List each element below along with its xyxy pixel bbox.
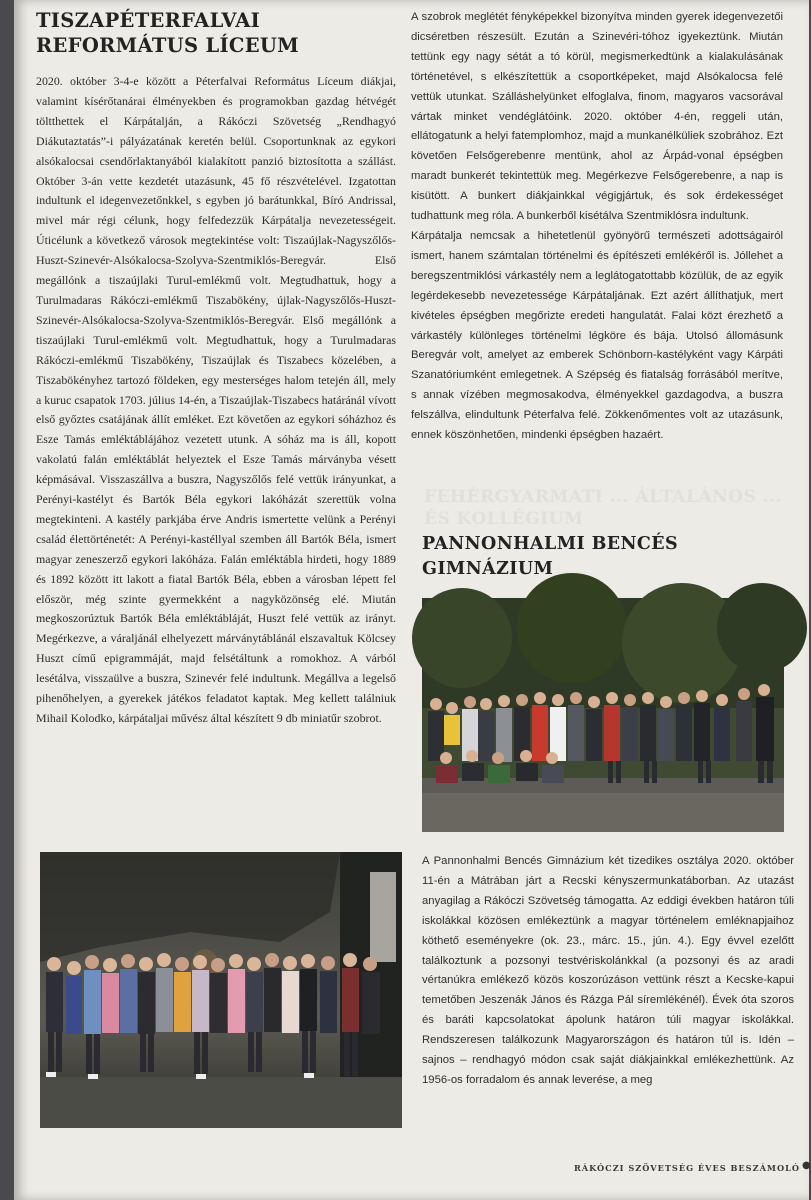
- second-article-wrapper: [422, 852, 794, 1091]
- group-photo-park-image: [422, 598, 784, 832]
- right-column: [411, 8, 783, 446]
- magazine-page: [14, 0, 809, 1200]
- page-number-mark: ●: [802, 1160, 811, 1171]
- article-paragraph-pannonhalma: A Pannonhalmi Bencés Gimnázium két tizedikes osztálya 2020. október 11-én a Mátrában járt a Recski kényszermunkatáborban. Az utazást anyagilag a Rákóczi Szövetség támogatta. Az eddigi években határon túli iskolákkal közösen emlékeztünk a magyar történelem emléknapjaihoz köthető eseményekre (ok. 23., márc. 15., jún. 4.). Egy évvel ezelőtt találkoztunk a pozsonyi testvériskolánkkal (a pozsonyi és az aradi vértanúkra emlékező közös koszorúzáson vettünk részt a Kecske-kapui temetőben Jeszenák János és Rázga Pál síremlékénél). Évek óta szoros és baráti kapcsolatokat ápolunk határon túli magyar iskolákkal. Rendszeresen találkozunk Magyarországon és határon túl is. Idén – sajnos – rendhagyó módon csak saját diákjainkkal emlékezhettünk. Az 1956-os forradalom és annak leverése, a meg: [422, 855, 794, 1086]
- show-through-text: FEHÉRGYARMATI ... ÁLTALÁNOS ... ÉS KOLLÉGIUM: [424, 487, 782, 529]
- running-footer: RÁKÓCZI SZÖVETSÉG ÉVES BESZÁMOLÓ: [574, 1163, 801, 1173]
- article-paragraph: Kárpátalja nemcsak a hihetetlenül gyönyörű természeti adottságairól ismert, hanem számtalan történelmi és építészeti emlékéről is. Jóllehet a beregszentmiklósi várkastély nem a leglátogatottabb közülük, de az egyik legérdekesebb nevezetessége Kárpátaljának. Ezt azért állíthatjuk, mert kivételes épségben megőrizte eredeti hangulatát. Falai közt érezhető a várkastély különleges történelmi légköre és bája. Utolsó állomásunk Beregvár volt, amelyet az emberek Schönborn-kastélyként vagy Kárpáti Szanatóriumként emlegetnek. A Szépség és fiatalság forrásából merítve, s annak vízében megmosakodva, élményekkel gazdagodva, a buszra felszállva, elindultunk Péterfalva felé. Zökkenőmentes volt az utazásunk, ennek köszönhetően, mindenki épségben hazaért.: [411, 229, 783, 442]
- section-heading-pannonhalma: PANNONHALMI BENCÉS GIMNÁZIUM: [422, 534, 678, 579]
- group-photo-park: [422, 598, 784, 832]
- article-paragraph: 2020. október 3-4-e között a Péterfalvai Református Líceum diákjai, valamint kísérőtanárai élményekben és programokban gazdag hétvégét töltthettek el Kárpátalján, a Rákóczi Szövetség „Rendhagyó Diákutaztatás”-i pályázatának keretén belül. Csoportunknak az egykori alsókalocsai csendőrlaktanyából kialakított panzió biztosította a szállást. Október 3-án vette kezdetét utazásunk, 45 fő részvételével. Izgatottan indultunk el idegenvezetőnkkel, s egyben jó barátunkkal, Bíró Andrissal, mivel már régi célunk, hogy felfedezzük Kárpátalja nevezetességeit. Úticélunk a következő városok megtekintése volt: Tiszaújlak-Nagyszőlős-Huszt-Szinevér-Alsókalocsa-Szolyva-Szentmiklós-Beregvár. Első megállónk a tiszaújlaki Turul-emlékmű volt. Megtudhattuk, hogy a Turulmadaras Rákóczi-emlékmű Tiszabökény, újlak-Nagyszőlős-Huszt-Szinevér-Alsókalocsa-Szolyva-Szentmiklós-Beregvár. Első megállónk a tiszaújlaki Turul-emlékmű volt. Megtudhattuk, hogy a Turulmadaras Rákóczi-emlékmű Tiszabökény, Tiszaújlak és Tiszabecs közelében, a Tiszabökényhez tartozó földeken, egy mesterséges halom tetején áll, mely a kuruc csapatok 1703. július 14-én, a Tiszaújlak-Tiszabecs határánál vívott első győztes csatájának állít emléket. Ezt követően az egykori sóházhoz és Esze Tamás emléktáblájához vezetett utunk. A sóház ma is áll, kopott vakolatú falán emléktáblát helyeztek el Esze Tamás márványba vésett képmásával. Visszaszállva a buszra, Nagyszőlős felé vettük irányunkat, a Perényi-kastélyt és Bartók Béla egykori lakóházát szerettük volna megtekinteni. A kastély parkjába érve Andris ismertette velünk a Perényi család élettörténetét: A Perényi-kastéllyal szemben áll Bartók Béla, ismert magyar zeneszerző egykori lakóháza. Falán emléktábla hirdeti, hogy 1889 és 1892 között itt lakott a fiatal Bartók Béla, ebben a városban lépett fel először, még szinte gyermekként a nagyközönség elé. Miután megkoszorúztuk Bartók Béla emléktábláját, Huszt felé vettük az irányt. Megérkezve, a váraljánál elhelyezett márványtáblánál elszavaltuk Kölcsey Huszt című epigrammáját, majd felsétáltunk a romokhoz. A várból lesétálva, visszaülve a buszra, Szinevér felé indultunk. Megállva a legelső pihenőhelyen, a gyerekek játékos feladatot kaptak. Meg kellett találniuk Mihail Kolodko, kárpátaljai művész által készített 9 db miniatűr szobrot.: [36, 74, 396, 725]
- group-photo-lake: [40, 852, 402, 1128]
- left-column: [36, 8, 396, 729]
- article-paragraph: A szobrok meglétét fényképekkel bizonyítva minden gyerek idegenvezetői dicséretben részesült. Ezután a Szinevéri-tóhoz igyekeztünk. Miután tettünk egy nagy sétát a tó körül, megismerkedtünk a kialakulásának történetével, s elkészítettük a csoportképeket, majd Alsókalocsa felé vettük utunkat. Szálláshelyünket elfoglalva, finom, magyaros vacsorával vártak minket vendéglátóink. 2020. október 4-én, reggeli után, ellátogatunk a helyi fatemplomhoz, majd a munkanélküliek szobrához. Ezt követően Felsőgerebenre mentünk, ahol az Árpád-vonal épségben maradt bunkerét tekintettük meg. Megérkezve Felsőgerebenre, a nap is kisütött. A bunkert diákjainkkal végigjártuk, és sok érdekességet tudhattunk meg róla. A bunkerből kisétálva Szentmiklósra indultunk.: [411, 11, 783, 223]
- section-heading-tiszapeterfalva: TISZAPÉTERFALVAI REFORMÁTUS LÍCEUM: [36, 9, 300, 57]
- group-photo-lake-image: [40, 852, 402, 1128]
